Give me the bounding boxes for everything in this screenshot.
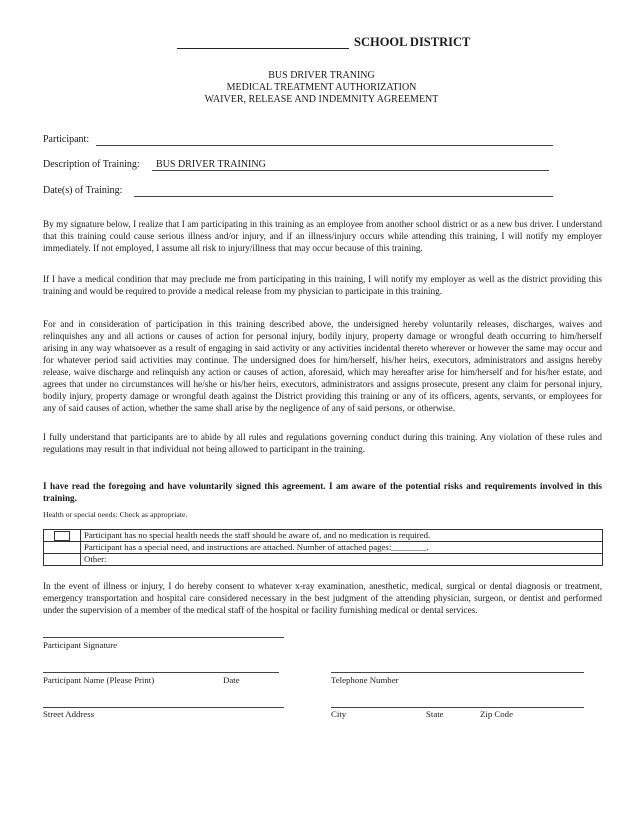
checkbox-cell[interactable] [44,542,81,554]
health-option-special-need: Participant has a special need, and instructions are attached. Number of attached pages:________. [81,542,603,554]
health-option-no-needs: Participant has no special health needs the staff should be aware of, and no medication is required. [81,530,603,542]
telephone-label: Telephone Number [331,675,399,685]
paragraph-release: For and in consideration of participation in this training described above, the undersigned hereby voluntarily releases, discharges, waives and relinquishes any and all actions or causes of action for personal injury, bodily injury, property damage or wrongful death occurring to him/herself arising in any way whatsoever as a result of engaging in said activity or any activities incidental thereto wherever or however the same may occur and for whatever period said activities may continue. The undersigned does for him/herself, his/her heirs, executors, administrators and assigns hereby release, waive discharge and relinquish any action or causes of action, aforesaid, which may hereafter arise for him/herself and for his/her estate, and agrees that under no circumstances will he/she or his/her heirs, executors, administrators and assigns prosecute, present any claim for personal injury, bodily injury, property damage or wrongful death against the District providing this training or any of its officers, agents, servants, or employees for any of said causes of action, whether the same shall arise by the negligence of any of said persons, or otherwise. [43,319,602,413]
telephone-field[interactable] [331,672,584,673]
paragraph-signature-realization: By my signature below, I realize that I am participating in this training as an employee from another school district or as a new bus driver. I understand that this training could cause serious illness and/or injury, and if an illness/injury occurs while attending this training, I will notify my employer immediately. If not employed, I assume all risk to injury/illness that may occur because of this training. [43,219,602,253]
date-label: Date [223,675,240,685]
health-needs-table [43,529,603,566]
description-field[interactable] [152,170,549,171]
participant-name-label: Participant Name (Please Print) [43,675,155,685]
health-note: Health or special needs: Check as appropriate. [43,510,188,519]
dates-field[interactable] [134,196,553,197]
participant-name-field[interactable] [43,672,279,673]
paragraph-medical-condition: If I have a medical condition that may preclude me from participating in this training, I will notify my employer as well as the district providing this training and would be required to provide a medical release from my physician to participate in this training. [43,274,602,296]
district-name-blank[interactable] [177,48,349,49]
zip-label: Zip Code [480,709,513,719]
paragraph-consent: In the event of illness or injury, I do hereby consent to whatever x-ray examination, anesthetic, medical, surgical or dental diagnosis or treatment, emergency transportation and hospital care considered necessary in the best judgment of the attending physician, surgeon, or dentist and performed under the supervision of a member of the medical staff of the hospital or facility furnishing medical or dental services. [43,581,602,615]
health-option-other[interactable]: Other: [81,554,603,566]
street-address-field[interactable] [43,707,284,708]
participant-label: Participant: [43,134,90,145]
city-label: City [331,709,347,719]
description-label: Description of Training: [43,159,140,170]
description-value: BUS DRIVER TRAINING [156,159,266,170]
checkbox-cell[interactable] [44,554,81,566]
table-row [44,554,603,566]
state-label: State [426,709,444,719]
paragraph-acknowledgement: I have read the foregoing and have voluntarily signed this agreement. I am aware of the potential risks and requirements involved in this training. [43,481,602,503]
participant-field[interactable] [96,145,553,146]
table-row [44,530,603,542]
participant-signature-label: Participant Signature [43,640,118,650]
dates-label: Date(s) of Training: [43,185,123,196]
city-state-zip-field[interactable] [331,707,584,708]
table-row [44,542,603,554]
form-subtitle-1: BUS DRIVER TRANING [268,70,375,81]
participant-signature-field[interactable] [43,637,284,638]
street-address-label: Street Address [43,709,95,719]
district-title: SCHOOL DISTRICT [354,35,471,49]
checkbox-cell [44,530,81,542]
paragraph-rules: I fully understand that participants are to abide by all rules and regulations governing conduct during this training. Any violation of these rules and regulations may result in that individual not being allowed to participant in the training. [43,432,602,454]
form-subtitle-2: MEDICAL TREATMENT AUTHORIZATION [226,82,417,93]
form-subtitle-3: WAIVER, RELEASE AND INDEMNITY AGREEMENT [204,94,439,105]
no-needs-checkbox[interactable] [54,531,70,541]
